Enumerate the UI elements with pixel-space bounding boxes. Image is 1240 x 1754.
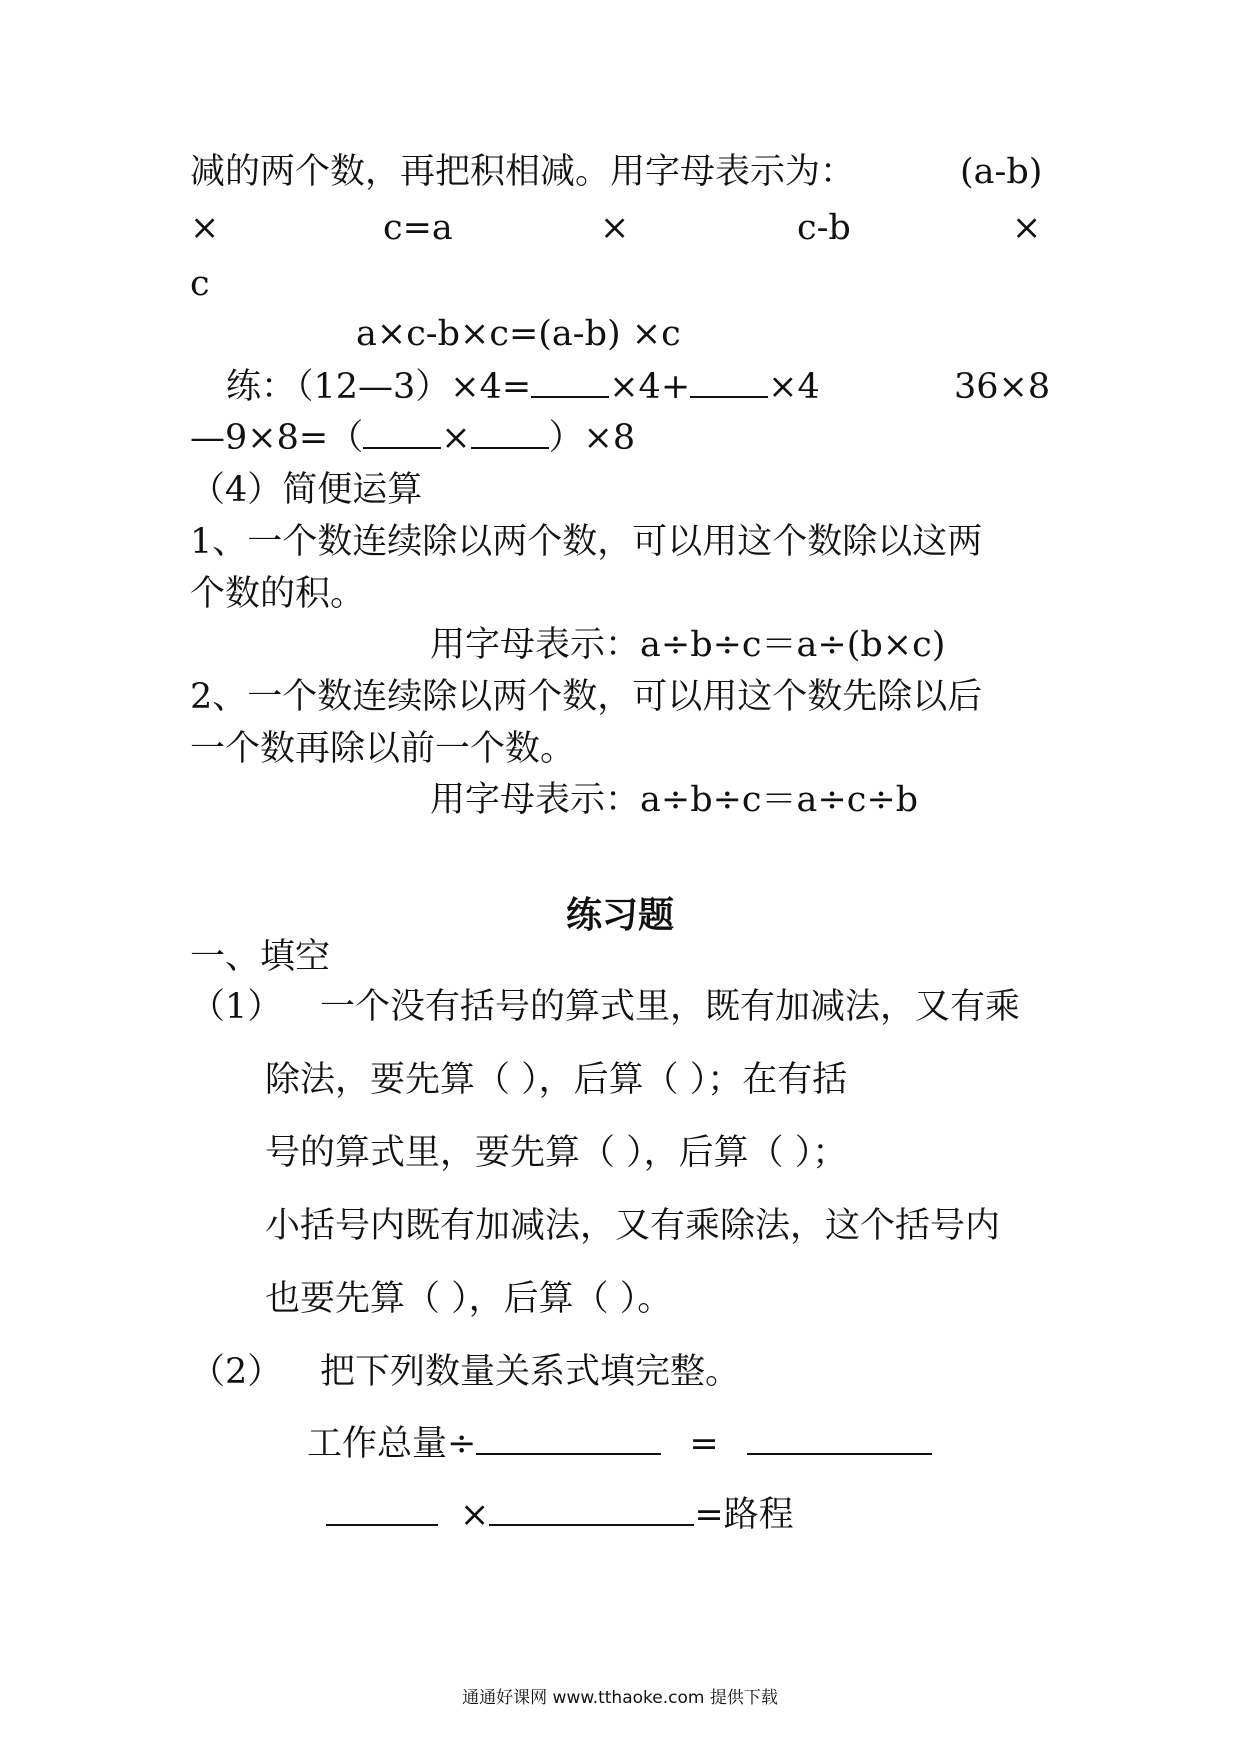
blank-8[interactable]: [489, 1494, 694, 1526]
question-1-line-1: 一个没有括号的算式里，既有加减法，又有乘: [320, 987, 1021, 1027]
rule-1-line-2: 个数的积。: [190, 574, 366, 614]
row-1-equals: =: [689, 1424, 719, 1464]
rule-2-line-1: 2、一个数连续除以两个数，可以用这个数先除以后: [190, 677, 983, 717]
question-1-line-4: 小括号内既有加减法，又有乘除法，这个括号内: [265, 1206, 1001, 1246]
blank-3[interactable]: [363, 417, 441, 449]
rule-2-line-2: 一个数再除以前一个数。: [190, 729, 576, 769]
intro-line-2-d: c-b: [797, 208, 851, 248]
practice-label: 练：（12—3）×4=: [226, 367, 532, 407]
distributive-formula: a×c-b×c=(a-b) ×c: [356, 314, 681, 354]
part-1-heading: 一、填空: [190, 937, 331, 977]
intro-line-2-a: ×: [190, 208, 220, 248]
exercises-title: 练习题: [565, 894, 674, 936]
row-2-end: =路程: [694, 1495, 794, 1535]
question-1-number: （1）: [190, 987, 283, 1027]
intro-line-1: [190, 150, 855, 194]
practice-mid-2: ×4: [768, 367, 820, 407]
question-2-text: 把下列数量关系式填完整。: [320, 1352, 741, 1392]
row-1-start: 工作总量÷: [307, 1424, 477, 1464]
intro-line-2-e: ×: [1012, 208, 1042, 248]
intro-line-3: c: [190, 264, 210, 304]
blank-7[interactable]: [326, 1494, 438, 1526]
rule-1-line-1: 1、一个数连续除以两个数，可以用这个数除以这两: [190, 522, 983, 562]
rule-2-formula: 用字母表示：a÷b÷c＝a÷c÷b: [430, 780, 919, 820]
blank-2[interactable]: [690, 366, 768, 398]
practice-line-2: [190, 416, 635, 460]
intro-line-2-c: ×: [600, 208, 630, 248]
intro-text: 减的两个数，再把积相减。用字母表示为：: [190, 152, 856, 192]
question-2-number: （2）: [190, 1352, 283, 1392]
practice-line-2-end: ）×8: [548, 418, 636, 458]
section-4-heading: （4）简便运算: [190, 470, 423, 510]
practice-right: 36×8: [954, 367, 1051, 407]
blank-5[interactable]: [476, 1423, 661, 1455]
question-2-row-2: [326, 1493, 794, 1537]
blank-1[interactable]: [531, 366, 609, 398]
rule-1-formula: 用字母表示：a÷b÷c＝a÷(b×c): [430, 625, 946, 665]
blank-6[interactable]: [747, 1423, 932, 1455]
practice-mid-1: ×4+: [609, 367, 691, 407]
question-1-line-5: 也要先算（ ），后算（ ）。: [265, 1279, 673, 1319]
row-2-times: ×: [460, 1495, 490, 1535]
intro-line-2-b: c=a: [383, 208, 453, 248]
question-1-line-3: 号的算式里，要先算（ ），后算（ ）；: [265, 1133, 848, 1173]
blank-4[interactable]: [471, 417, 549, 449]
question-1-line-2: 除法，要先算（ ），后算（ ）；在有括: [265, 1060, 848, 1100]
intro-line-1-tail: (a-b): [960, 152, 1043, 192]
practice-line-2-mid: ×: [441, 418, 471, 458]
question-2-row-1: [307, 1422, 932, 1466]
practice-line-1: [226, 365, 820, 409]
footer-text: 通通好课网 www.tthaoke.com 提供下载: [462, 1688, 778, 1708]
practice-line-2-start: —9×8=（: [190, 418, 364, 458]
